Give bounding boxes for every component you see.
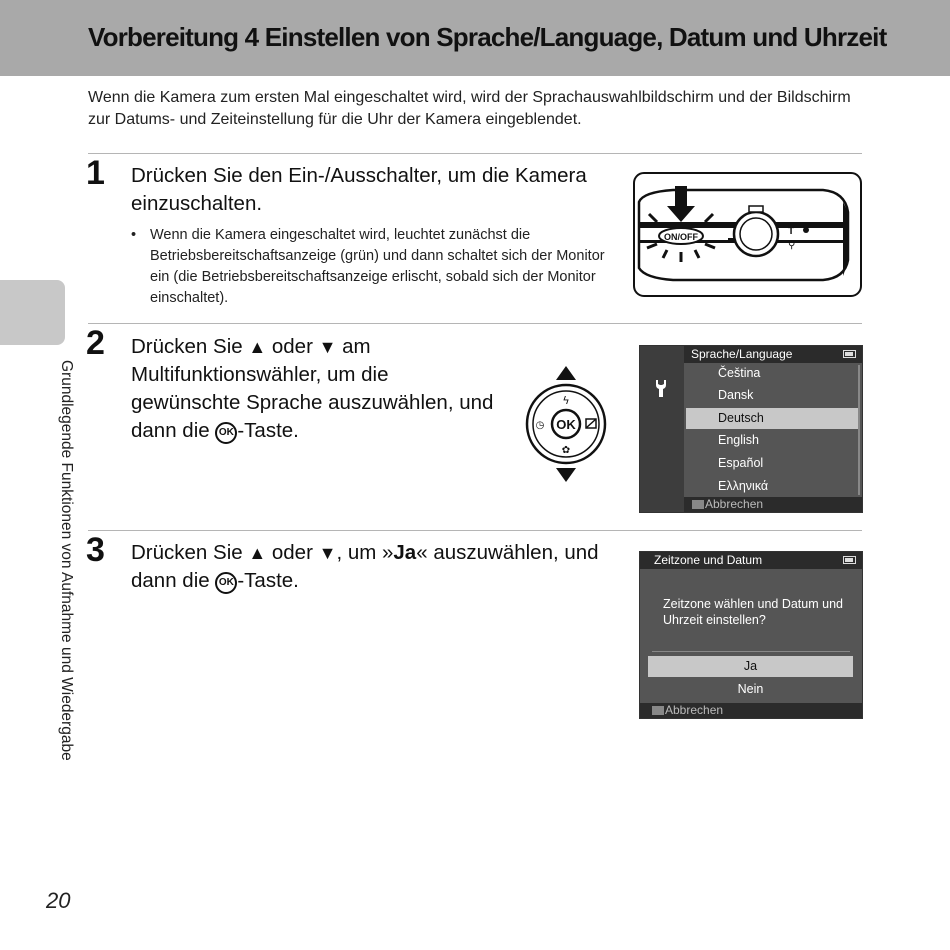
language-option[interactable]: Dansk bbox=[718, 388, 754, 402]
intro-paragraph: Wenn die Kamera zum ersten Mal eingeschaltet wird, wird der Sprachauswahlbildschirm und der Bildschirm zur Datums- und Zeiteinstellung für die Uhr der Kamera eingeblendet. bbox=[88, 89, 851, 128]
screen-footer bbox=[640, 703, 862, 718]
timezone-screen bbox=[639, 551, 863, 719]
text-fragment: , um » bbox=[336, 541, 394, 564]
divider bbox=[88, 323, 862, 324]
up-arrow-icon: ▲ bbox=[248, 337, 267, 357]
screen-title-bar bbox=[684, 346, 862, 363]
screen-message: Zeitzone wählen und Datum und Uhrzeit einstellen? bbox=[663, 597, 843, 627]
battery-icon bbox=[843, 556, 856, 564]
screen-title: Zeitzone und Datum bbox=[654, 553, 763, 567]
screen-footer bbox=[684, 497, 862, 512]
text-fragment: Drücken Sie bbox=[131, 335, 249, 358]
step-2-instruction bbox=[131, 333, 501, 445]
wrench-icon bbox=[653, 378, 669, 398]
step-number: 2 bbox=[86, 324, 105, 362]
setup-menu-column bbox=[640, 346, 684, 512]
language-screen bbox=[639, 345, 863, 513]
step-1-note bbox=[131, 225, 611, 309]
menu-button-icon bbox=[692, 500, 704, 509]
camera-top-power-button-icon bbox=[633, 172, 862, 298]
ok-button-icon: OK bbox=[215, 422, 237, 444]
step-3-instruction bbox=[131, 539, 611, 595]
divider bbox=[88, 153, 862, 154]
divider bbox=[652, 651, 850, 652]
text-fragment: -Taste. bbox=[237, 569, 299, 592]
down-arrow-icon: ▼ bbox=[318, 543, 337, 563]
chapter-tab bbox=[0, 280, 65, 345]
step-number: 1 bbox=[86, 154, 105, 192]
screen-title: Sprache/Language bbox=[691, 347, 793, 361]
text-fragment: « auszuwählen, und dann die bbox=[131, 541, 599, 592]
up-arrow-icon: ▲ bbox=[248, 543, 267, 563]
ja-option-label: Ja bbox=[393, 541, 417, 564]
chapter-label: Grundlegende Funktionen von Aufnahme und Wiedergabe bbox=[58, 360, 75, 761]
step-1-note-text: Wenn die Kamera eingeschaltet wird, leuchtet zunächst die Betriebsbereitschaftsanzeige (grün) und dann schaltet sich der Monitor ein (die Betriebsbereitschaftsanzeige erlischt, sobald sich der Monitor einschaltet). bbox=[150, 227, 605, 306]
language-option[interactable]: Čeština bbox=[718, 366, 761, 380]
language-option[interactable]: English bbox=[718, 433, 759, 447]
screen-title-bar bbox=[640, 552, 862, 569]
page-header bbox=[0, 0, 950, 76]
down-arrow-icon: ▼ bbox=[318, 337, 337, 357]
bullet-icon: • bbox=[131, 227, 137, 243]
page-number: 20 bbox=[46, 888, 71, 913]
language-option-selected[interactable]: Deutsch bbox=[686, 408, 858, 429]
step-1-instruction: Drücken Sie den Ein-/Ausschalter, um die Kamera einzuschalten. bbox=[131, 164, 587, 215]
svg-text:T: T bbox=[788, 226, 795, 237]
svg-text:⚲: ⚲ bbox=[788, 240, 796, 251]
page-title: Vorbereitung 4 Einstellen von Sprache/Language, Datum und Uhrzeit bbox=[88, 22, 887, 52]
step-number: 3 bbox=[86, 531, 105, 569]
text-fragment: am Multifunktionswähler, um die gewünschte Sprache auszuwählen, und dann die bbox=[131, 335, 494, 442]
language-option[interactable]: Español bbox=[718, 456, 764, 470]
cancel-label: Abbrechen bbox=[705, 497, 764, 511]
language-option[interactable]: Ελληνικά bbox=[718, 479, 769, 493]
multi-selector-dial-icon bbox=[523, 364, 609, 484]
dial-ok-label: OK bbox=[556, 417, 576, 432]
battery-icon bbox=[843, 350, 856, 358]
divider bbox=[88, 530, 862, 531]
text-fragment: -Taste. bbox=[237, 419, 299, 442]
ja-option[interactable]: Ja bbox=[648, 656, 853, 677]
ok-button-icon: OK bbox=[215, 572, 237, 594]
svg-text:ON/OFF: ON/OFF bbox=[664, 232, 698, 242]
text-fragment: Drücken Sie bbox=[131, 541, 249, 564]
svg-text:✿: ✿ bbox=[561, 445, 571, 456]
scrollbar[interactable] bbox=[858, 365, 860, 495]
menu-button-icon bbox=[652, 706, 664, 715]
svg-text:ϟ: ϟ bbox=[562, 394, 570, 407]
cancel-label: Abbrechen bbox=[665, 703, 724, 717]
nein-option[interactable]: Nein bbox=[737, 682, 764, 696]
svg-text:◷: ◷ bbox=[535, 420, 545, 431]
text-fragment: oder bbox=[266, 541, 319, 564]
text-fragment: oder bbox=[266, 335, 319, 358]
